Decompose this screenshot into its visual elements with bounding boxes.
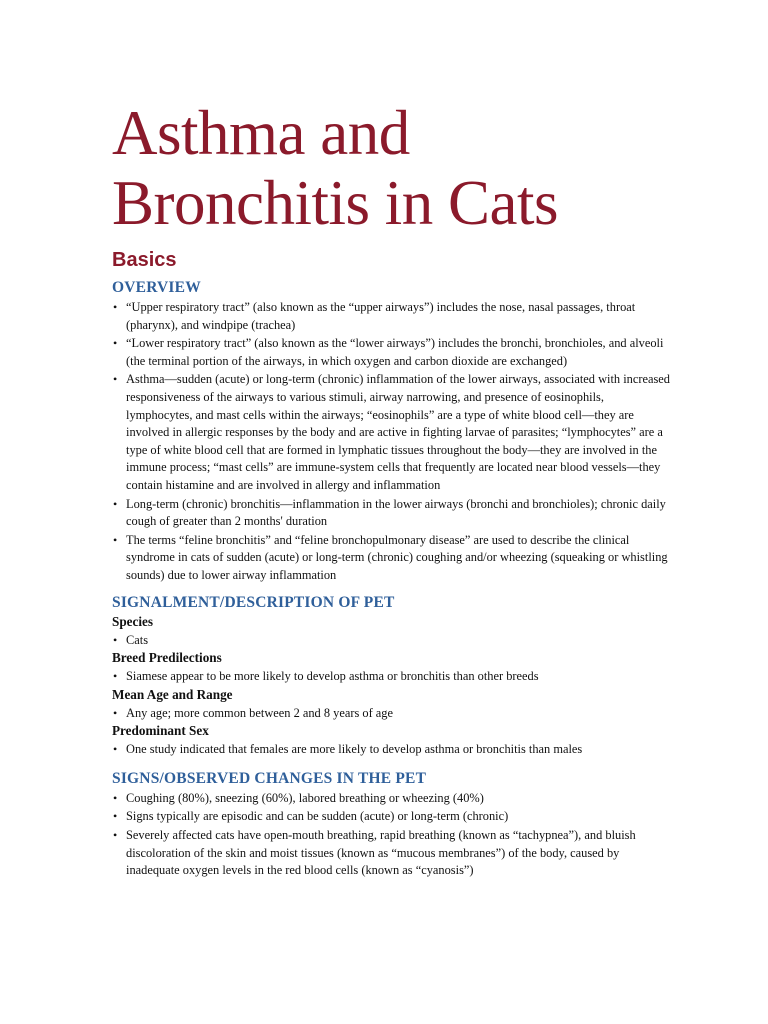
signs-heading: SIGNS/OBSERVED CHANGES IN THE PET — [112, 769, 427, 787]
bullet-icon: • — [113, 372, 118, 387]
bullet-icon: • — [113, 742, 118, 757]
document-title — [112, 98, 672, 238]
list-item-text: “Lower respiratory tract” (also known as the “lower airways”) includes the bronchi, bronchioles, and alveoli (the terminal portion of the airways, in which oxygen and carbon dioxide are exchanged) — [126, 336, 664, 368]
bullet-icon: • — [113, 496, 118, 511]
signalment-heading: SIGNALMENT/DESCRIPTION OF PET — [112, 593, 395, 611]
list-item — [112, 827, 672, 880]
list-item-text: Cats — [126, 632, 149, 647]
bullet-icon: • — [113, 828, 118, 843]
list-item — [112, 532, 672, 585]
list-item-text: The terms “feline bronchitis” and “feline bronchopulmonary disease” are used to describe the clinical syndrome in cats of sudden (acute) or long-term (chronic) coughing and/or wheezing (squeaking or whistling sounds) due to lower airway inflammation — [126, 532, 668, 582]
list-item — [112, 496, 672, 531]
list-item-text: Severely affected cats have open-mouth breathing, rapid breathing (known as “tachypnea”), and bluish discoloration of the skin and moist tissues (known as “mucous membranes”) of the body, caused by inadequate oxygen levels in the red blood cells (known as “cyanosis”) — [126, 828, 636, 878]
signs-list — [112, 790, 672, 880]
bullet-icon: • — [113, 669, 118, 684]
breed-list — [112, 668, 672, 686]
bullet-icon: • — [113, 532, 118, 547]
bullet-icon: • — [113, 790, 118, 805]
list-item — [112, 790, 672, 808]
list-item — [112, 808, 672, 826]
title-line-1: Asthma and — [112, 98, 410, 168]
breed-subheading: Breed Predilections — [112, 650, 222, 666]
sex-subheading: Predominant Sex — [112, 723, 209, 739]
list-item — [112, 335, 672, 370]
bullet-icon: • — [113, 705, 118, 720]
bullet-icon: • — [113, 336, 118, 351]
overview-heading: OVERVIEW — [112, 279, 201, 296]
overview-list — [112, 299, 672, 585]
title-line-2: Bronchitis in Cats — [112, 168, 558, 238]
list-item — [112, 632, 672, 650]
list-item — [112, 299, 672, 334]
bullet-icon: • — [113, 300, 118, 314]
list-item-text: “Upper respiratory tract” (also known as the “upper airways”) includes the nose, nasal passages, throat (pharynx), and windpipe (trachea) — [126, 300, 636, 332]
document-page — [112, 98, 672, 880]
list-item-text: Asthma—sudden (acute) or long-term (chronic) inflammation of the lower airways, associated with increased responsiveness of the airways to various stimuli, airway narrowing, and presence of eosinophils, lymphocytes, and mast cells within the airways; “eosinophils” are a type of white blood cell—they are involved in allergic responses by the body and are active in fighting larvae of parasites; “lymphocytes” are a type of white blood cell that are formed in lymphatic tissues throughout the body—they are involved in the immune process; “mast cells” are immune-system cells that frequently are located near blood vessels—they contain histamine and are involved in allergy and inflammation — [126, 372, 670, 492]
sex-list — [112, 741, 672, 759]
list-item — [112, 741, 672, 759]
list-item — [112, 668, 672, 686]
list-item — [112, 705, 672, 723]
age-subheading: Mean Age and Range — [112, 686, 233, 702]
list-item-text: Coughing (80%), sneezing (60%), labored breathing or wheezing (40%) — [126, 790, 484, 805]
list-item-text: Any age; more common between 2 and 8 years of age — [126, 705, 393, 720]
species-list — [112, 632, 672, 650]
list-item-text: Signs typically are episodic and can be sudden (acute) or long-term (chronic) — [126, 809, 509, 824]
list-item-text: Siamese appear to be more likely to develop asthma or bronchitis than other breeds — [126, 669, 539, 684]
list-item-text: One study indicated that females are more likely to develop asthma or bronchitis than males — [126, 742, 583, 757]
list-item-text: Long-term (chronic) bronchitis—inflammation in the lower airways (bronchi and bronchioles); chronic daily cough of greater than 2 months' duration — [126, 496, 666, 529]
list-item — [112, 371, 672, 494]
basics-heading: Basics — [112, 249, 177, 271]
species-subheading: Species — [112, 613, 154, 629]
bullet-icon: • — [113, 632, 118, 647]
bullet-icon: • — [113, 809, 118, 824]
age-list — [112, 705, 672, 723]
